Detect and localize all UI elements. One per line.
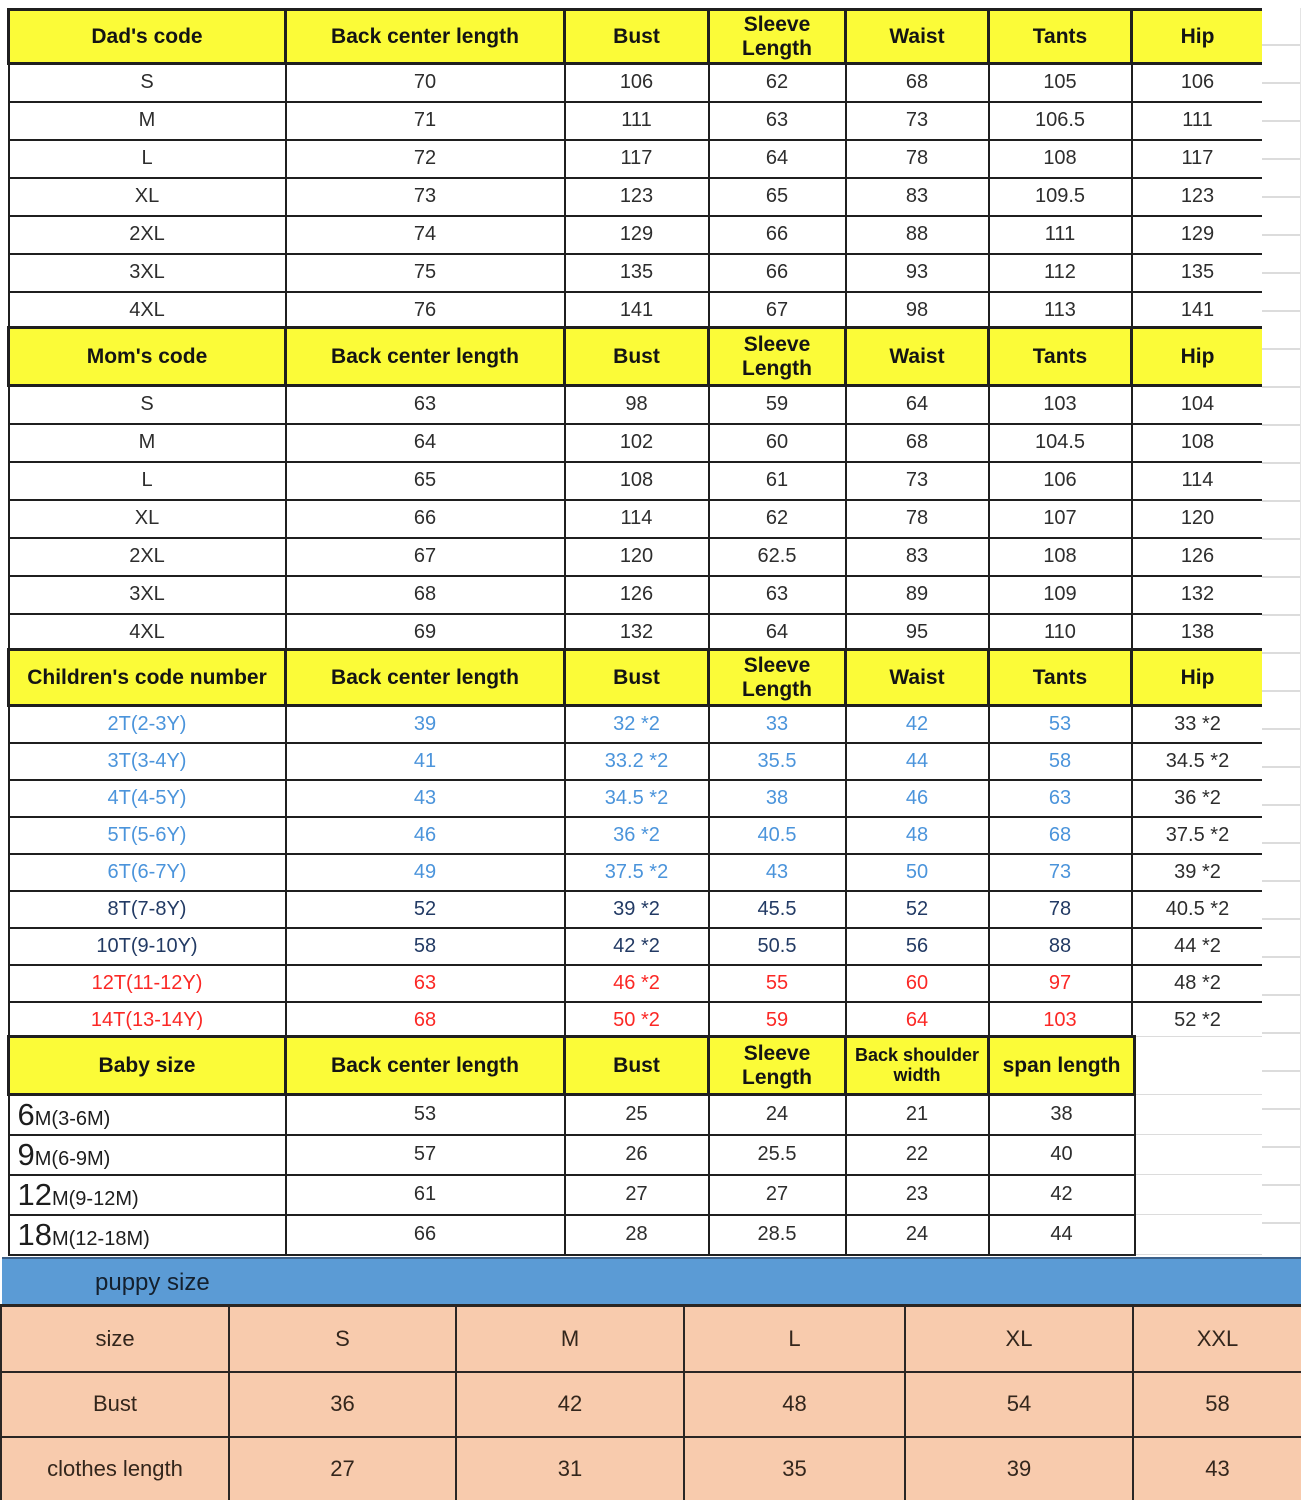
cell-value: 135 xyxy=(565,254,709,292)
row-label: L xyxy=(9,462,286,500)
column-header: Hip xyxy=(1132,10,1264,64)
cell-value: 52 xyxy=(286,891,565,928)
cell-value: 43 xyxy=(1133,1437,1301,1500)
cell-value: 83 xyxy=(846,178,989,216)
cell-value: 42 *2 xyxy=(565,928,709,965)
cell-value: 52 xyxy=(846,891,989,928)
cell-value: 109 xyxy=(989,576,1132,614)
row-label: XL xyxy=(9,178,286,216)
column-header: Hip xyxy=(1132,650,1264,706)
cell-value: 93 xyxy=(846,254,989,292)
row-label: 5T(5-6Y) xyxy=(9,817,286,854)
column-header: Back center length xyxy=(286,328,565,386)
cell-value: 111 xyxy=(989,216,1132,254)
puppy-size-title: puppy size xyxy=(95,1268,210,1296)
cell-value: 24 xyxy=(846,1215,989,1255)
empty-grid-cell xyxy=(1135,1175,1265,1215)
cell-value: 22 xyxy=(846,1135,989,1175)
row-label: S xyxy=(9,64,286,102)
cell-value: 114 xyxy=(1132,462,1264,500)
cell-value: 61 xyxy=(709,462,846,500)
cell-value: 26 xyxy=(565,1135,709,1175)
row-label-big: 9 xyxy=(17,1136,35,1172)
column-header: Sleeve Length xyxy=(709,650,846,706)
row-label: M xyxy=(9,102,286,140)
cell-value: 117 xyxy=(565,140,709,178)
cell-value: 33.2 *2 xyxy=(565,743,709,780)
cell-value: 58 xyxy=(286,928,565,965)
cell-value: 23 xyxy=(846,1175,989,1215)
cell-value: 88 xyxy=(846,216,989,254)
cell-value: 66 xyxy=(709,254,846,292)
cell-value: 114 xyxy=(565,500,709,538)
row-label: clothes length xyxy=(1,1437,229,1500)
moms-size-table xyxy=(7,326,1265,653)
cell-value: 63 xyxy=(286,965,565,1002)
cell-value: 63 xyxy=(709,102,846,140)
row-label: S xyxy=(9,386,286,424)
cell-value: 28 xyxy=(565,1215,709,1255)
cell-value: 64 xyxy=(709,140,846,178)
cell-value: 132 xyxy=(1132,576,1264,614)
cell-value: 83 xyxy=(846,538,989,576)
column-header: Sleeve Length xyxy=(709,328,846,386)
cell-value: 71 xyxy=(286,102,565,140)
cell-value: 36 *2 xyxy=(565,817,709,854)
cell-value: 27 xyxy=(709,1175,846,1215)
cell-value: 104 xyxy=(1132,386,1264,424)
cell-value: 46 xyxy=(846,780,989,817)
cell-value: 56 xyxy=(846,928,989,965)
column-header: Waist xyxy=(846,10,989,64)
cell-value: 36 *2 xyxy=(1132,780,1264,817)
cell-value: 67 xyxy=(709,292,846,330)
cell-value: 129 xyxy=(1132,216,1264,254)
cell-value: 53 xyxy=(286,1095,565,1135)
cell-value: 68 xyxy=(286,1002,565,1039)
column-header: Children's code number xyxy=(9,650,286,706)
cell-value: 45.5 xyxy=(709,891,846,928)
cell-value: 66 xyxy=(286,500,565,538)
cell-value: 38 xyxy=(989,1095,1135,1135)
cell-value: 141 xyxy=(565,292,709,330)
row-label: M xyxy=(9,424,286,462)
cell-value: 50 xyxy=(846,854,989,891)
cell-value: 25 xyxy=(565,1095,709,1135)
cell-value: 48 xyxy=(684,1372,905,1437)
row-label: 2T(2-3Y) xyxy=(9,706,286,743)
puppy-size-header-bar xyxy=(2,1257,1301,1306)
cell-value: 106 xyxy=(565,64,709,102)
cell-value: 108 xyxy=(565,462,709,500)
cell-value: 97 xyxy=(989,965,1132,1002)
cell-value: 95 xyxy=(846,614,989,652)
cell-value: XXL xyxy=(1133,1306,1301,1372)
cell-value: 126 xyxy=(1132,538,1264,576)
cell-value: 68 xyxy=(846,424,989,462)
cell-value: 39 *2 xyxy=(565,891,709,928)
row-label: 2XL xyxy=(9,538,286,576)
row-label: 3XL xyxy=(9,576,286,614)
cell-value: 76 xyxy=(286,292,565,330)
column-header: Bust xyxy=(565,328,709,386)
cell-value: 27 xyxy=(565,1175,709,1215)
row-label-rest: M(9-12M) xyxy=(51,1187,139,1210)
cell-value: 69 xyxy=(286,614,565,652)
empty-grid-cell xyxy=(1135,1215,1265,1255)
cell-value: 37.5 *2 xyxy=(1132,817,1264,854)
cell-value: 34.5 *2 xyxy=(565,780,709,817)
row-label-rest: M(6-9M) xyxy=(34,1147,111,1170)
row-label: 4XL xyxy=(9,614,286,652)
cell-value: 44 xyxy=(846,743,989,780)
column-header: Tants xyxy=(989,650,1132,706)
cell-value: 48 *2 xyxy=(1132,965,1264,1002)
cell-value: 33 *2 xyxy=(1132,706,1264,743)
row-label xyxy=(9,1215,286,1255)
cell-value: 78 xyxy=(846,500,989,538)
cell-value: 44 xyxy=(989,1215,1135,1255)
cell-value: 129 xyxy=(565,216,709,254)
cell-value: 37.5 *2 xyxy=(565,854,709,891)
row-label xyxy=(9,1095,286,1135)
cell-value: 61 xyxy=(286,1175,565,1215)
cell-value: 98 xyxy=(846,292,989,330)
row-label: L xyxy=(9,140,286,178)
column-header: Sleeve Length xyxy=(709,1037,846,1095)
cell-value: 106 xyxy=(1132,64,1264,102)
column-header: Back center length xyxy=(286,650,565,706)
row-label-big: 12 xyxy=(17,1176,52,1212)
cell-value: 64 xyxy=(846,386,989,424)
cell-value: 73 xyxy=(989,854,1132,891)
column-header: Back center length xyxy=(286,10,565,64)
cell-value: 73 xyxy=(286,178,565,216)
cell-value: 53 xyxy=(989,706,1132,743)
column-header: Bust xyxy=(565,650,709,706)
cell-value: 31 xyxy=(456,1437,684,1500)
cell-value: 123 xyxy=(565,178,709,216)
cell-value: 113 xyxy=(989,292,1132,330)
column-header: Bust xyxy=(565,1037,709,1095)
cell-value: 48 xyxy=(846,817,989,854)
cell-value: 105 xyxy=(989,64,1132,102)
cell-value: 63 xyxy=(989,780,1132,817)
column-header: Back center length xyxy=(286,1037,565,1095)
cell-value: 68 xyxy=(989,817,1132,854)
cell-value: 40.5 xyxy=(709,817,846,854)
cell-value: 60 xyxy=(846,965,989,1002)
row-label: 3XL xyxy=(9,254,286,292)
cell-value: 120 xyxy=(1132,500,1264,538)
cell-value: 123 xyxy=(1132,178,1264,216)
cell-value: 24 xyxy=(709,1095,846,1135)
cell-value: 39 xyxy=(905,1437,1133,1500)
cell-value: 55 xyxy=(709,965,846,1002)
cell-value: 138 xyxy=(1132,614,1264,652)
empty-grid-cell xyxy=(1135,1135,1265,1175)
spreadsheet-gridline-strip xyxy=(1262,8,1301,1257)
row-label: 2XL xyxy=(9,216,286,254)
row-label: size xyxy=(1,1306,229,1372)
cell-value: 117 xyxy=(1132,140,1264,178)
cell-value: 57 xyxy=(286,1135,565,1175)
cell-value: 42 xyxy=(456,1372,684,1437)
cell-value: 39 xyxy=(286,706,565,743)
baby-size-table xyxy=(7,1035,1265,1256)
column-header: Dad's code xyxy=(9,10,286,64)
cell-value: 126 xyxy=(565,576,709,614)
cell-value: 108 xyxy=(989,140,1132,178)
cell-value: 88 xyxy=(989,928,1132,965)
cell-value: 33 xyxy=(709,706,846,743)
cell-value: 36 xyxy=(229,1372,456,1437)
cell-value: 111 xyxy=(565,102,709,140)
cell-value: 72 xyxy=(286,140,565,178)
cell-value: S xyxy=(229,1306,456,1372)
cell-value: 64 xyxy=(846,1002,989,1039)
row-label: 4T(4-5Y) xyxy=(9,780,286,817)
cell-value: 63 xyxy=(286,386,565,424)
cell-value: 42 xyxy=(989,1175,1135,1215)
column-header: Hip xyxy=(1132,328,1264,386)
cell-value: 66 xyxy=(286,1215,565,1255)
cell-value: 62 xyxy=(709,500,846,538)
row-label: 8T(7-8Y) xyxy=(9,891,286,928)
cell-value: 64 xyxy=(709,614,846,652)
cell-value: 103 xyxy=(989,1002,1132,1039)
cell-value: 49 xyxy=(286,854,565,891)
cell-value: L xyxy=(684,1306,905,1372)
column-header: Tants xyxy=(989,10,1132,64)
cell-value: 98 xyxy=(565,386,709,424)
column-header: Waist xyxy=(846,650,989,706)
row-label-big: 18 xyxy=(17,1216,52,1252)
row-label: 4XL xyxy=(9,292,286,330)
cell-value: 110 xyxy=(989,614,1132,652)
cell-value: 102 xyxy=(565,424,709,462)
cell-value: 35 xyxy=(684,1437,905,1500)
row-label: XL xyxy=(9,500,286,538)
cell-value: 73 xyxy=(846,102,989,140)
column-header: Mom's code xyxy=(9,328,286,386)
cell-value: 27 xyxy=(229,1437,456,1500)
column-header: Back shoulder width xyxy=(846,1037,989,1095)
column-header: Waist xyxy=(846,328,989,386)
cell-value: 78 xyxy=(846,140,989,178)
cell-value: 74 xyxy=(286,216,565,254)
cell-value: 25.5 xyxy=(709,1135,846,1175)
cell-value: 28.5 xyxy=(709,1215,846,1255)
column-header: Baby size xyxy=(9,1037,286,1095)
cell-value: 103 xyxy=(989,386,1132,424)
cell-value: 107 xyxy=(989,500,1132,538)
cell-value: 43 xyxy=(709,854,846,891)
row-label xyxy=(9,1135,286,1175)
cell-value: 38 xyxy=(709,780,846,817)
cell-value: 39 *2 xyxy=(1132,854,1264,891)
column-header: span length xyxy=(989,1037,1135,1095)
cell-value: 78 xyxy=(989,891,1132,928)
cell-value: M xyxy=(456,1306,684,1372)
cell-value: 108 xyxy=(1132,424,1264,462)
cell-value: 141 xyxy=(1132,292,1264,330)
cell-value: 135 xyxy=(1132,254,1264,292)
cell-value: 58 xyxy=(1133,1372,1301,1437)
empty-grid-cell xyxy=(1135,1037,1265,1095)
cell-value: 120 xyxy=(565,538,709,576)
cell-value: 89 xyxy=(846,576,989,614)
cell-value: 109.5 xyxy=(989,178,1132,216)
empty-grid-cell xyxy=(1135,1095,1265,1135)
puppy-size-table xyxy=(0,1304,1301,1500)
childrens-size-table xyxy=(7,648,1265,1040)
cell-value: 64 xyxy=(286,424,565,462)
cell-value: 73 xyxy=(846,462,989,500)
cell-value: 106 xyxy=(989,462,1132,500)
cell-value: 32 *2 xyxy=(565,706,709,743)
cell-value: 46 xyxy=(286,817,565,854)
cell-value: 68 xyxy=(846,64,989,102)
cell-value: 112 xyxy=(989,254,1132,292)
cell-value: 42 xyxy=(846,706,989,743)
row-label: 14T(13-14Y) xyxy=(9,1002,286,1039)
column-header: Tants xyxy=(989,328,1132,386)
column-header: Sleeve Length xyxy=(709,10,846,64)
row-label: Bust xyxy=(1,1372,229,1437)
cell-value: 21 xyxy=(846,1095,989,1135)
cell-value: 66 xyxy=(709,216,846,254)
cell-value: 108 xyxy=(989,538,1132,576)
cell-value: 75 xyxy=(286,254,565,292)
cell-value: 67 xyxy=(286,538,565,576)
cell-value: 40 xyxy=(989,1135,1135,1175)
cell-value: 65 xyxy=(286,462,565,500)
cell-value: 62 xyxy=(709,64,846,102)
row-label-big: 6 xyxy=(17,1096,35,1132)
cell-value: 132 xyxy=(565,614,709,652)
cell-value: 104.5 xyxy=(989,424,1132,462)
row-label xyxy=(9,1175,286,1215)
cell-value: 52 *2 xyxy=(1132,1002,1264,1039)
row-label: 6T(6-7Y) xyxy=(9,854,286,891)
row-label: 12T(11-12Y) xyxy=(9,965,286,1002)
cell-value: XL xyxy=(905,1306,1133,1372)
cell-value: 111 xyxy=(1132,102,1264,140)
cell-value: 63 xyxy=(709,576,846,614)
dads-size-table xyxy=(7,8,1265,331)
cell-value: 60 xyxy=(709,424,846,462)
cell-value: 50 *2 xyxy=(565,1002,709,1039)
cell-value: 65 xyxy=(709,178,846,216)
column-header: Bust xyxy=(565,10,709,64)
cell-value: 59 xyxy=(709,386,846,424)
cell-value: 46 *2 xyxy=(565,965,709,1002)
row-label: 3T(3-4Y) xyxy=(9,743,286,780)
cell-value: 34.5 *2 xyxy=(1132,743,1264,780)
cell-value: 62.5 xyxy=(709,538,846,576)
cell-value: 59 xyxy=(709,1002,846,1039)
cell-value: 41 xyxy=(286,743,565,780)
cell-value: 54 xyxy=(905,1372,1133,1437)
cell-value: 43 xyxy=(286,780,565,817)
cell-value: 40.5 *2 xyxy=(1132,891,1264,928)
row-label: 10T(9-10Y) xyxy=(9,928,286,965)
cell-value: 50.5 xyxy=(709,928,846,965)
cell-value: 70 xyxy=(286,64,565,102)
cell-value: 44 *2 xyxy=(1132,928,1264,965)
cell-value: 35.5 xyxy=(709,743,846,780)
row-label-rest: M(3-6M) xyxy=(34,1107,111,1130)
cell-value: 68 xyxy=(286,576,565,614)
cell-value: 58 xyxy=(989,743,1132,780)
row-label-rest: M(12-18M) xyxy=(51,1227,150,1250)
cell-value: 106.5 xyxy=(989,102,1132,140)
